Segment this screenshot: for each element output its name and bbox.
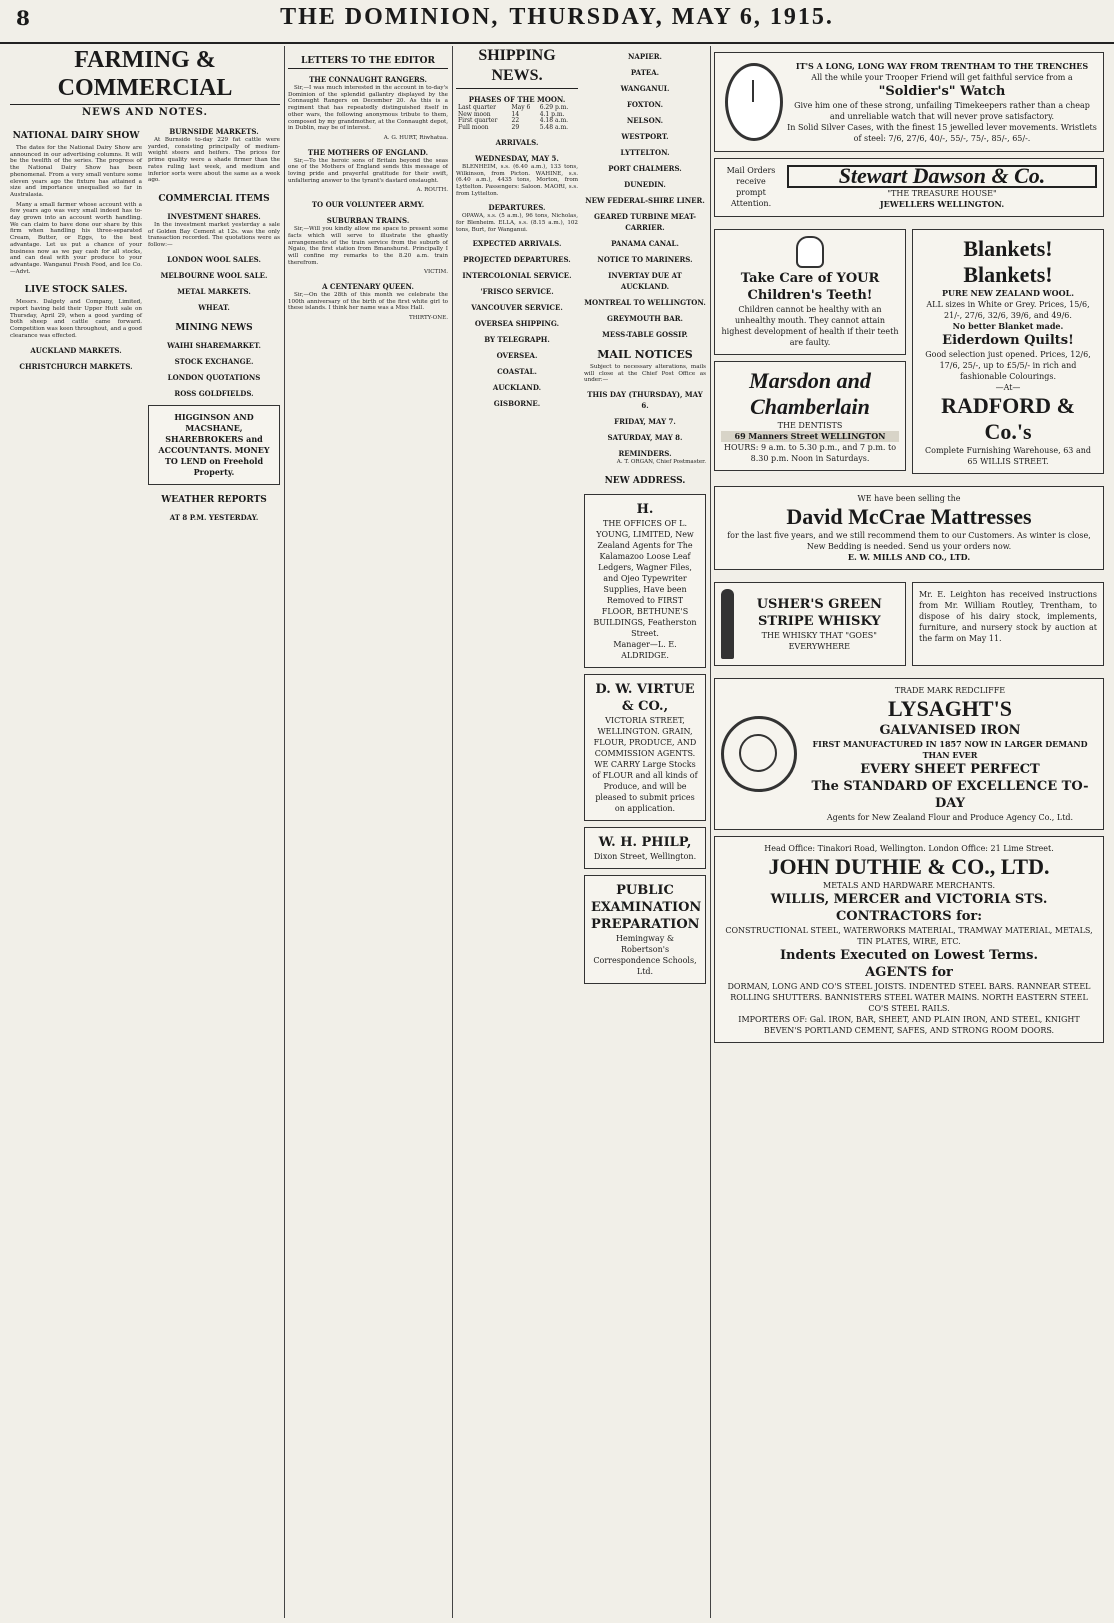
ad-text: The STANDARD OF EXCELLENCE TO-DAY	[811, 778, 1089, 811]
article-heading: THE CONNAUGHT RANGERS.	[309, 75, 427, 84]
ad-firm-name: D. W. VIRTUE & CO.,	[595, 681, 695, 714]
article-heading: LONDON WOOL SALES.	[167, 254, 261, 264]
table-row: New moon 14 4.1 p.m.	[458, 110, 565, 118]
postmaster-signature: A. T. ORGAN, Chief Postmaster.	[616, 459, 706, 466]
article-heading: NOTICE TO MARINERS.	[597, 255, 693, 264]
ad-manager: Manager—L. E. ALDRIDGE.	[613, 639, 677, 660]
letter-paragraph: Sir,—On the 28th of this month we celebrate the 100th anniversary of the birth of the first white girl to these islands. I think her name was a Miss Hall.	[288, 292, 448, 312]
article-heading: LYTTELTON.	[620, 148, 670, 157]
article-heading: WEATHER REPORTS	[161, 494, 267, 505]
column-rule	[452, 46, 453, 1618]
teeth-advertisement	[714, 229, 906, 356]
article-paragraph: In the investment market yesterday a sale of Golden Bay Cement at 12s. was the only transaction recorded. The quotations were as follow:—	[148, 221, 280, 249]
article-heading: NELSON.	[626, 116, 664, 125]
article-heading: GREYMOUTH BAR.	[607, 314, 683, 323]
ad-text: WE have been selling the	[857, 493, 961, 503]
ad-tagline: "THE TREASURE HOUSE"	[887, 188, 997, 198]
ushers-whisky-advertisement	[714, 582, 906, 666]
article-heading: COASTAL.	[497, 367, 537, 377]
masthead	[0, 0, 1114, 44]
article-heading: NAPIER.	[628, 52, 662, 61]
shipping-column	[456, 46, 706, 1618]
ad-subtitle: METALS AND HARDWARE MERCHANTS.	[823, 880, 995, 890]
article-paragraph: At Burnside to-day 229 fat cattle were yarded, consisting principally of medium-weight steers and heifers. The prices for prime quality were a shade firmer than the rates ruling last week, and medium and inferior sorts were about the same as a week ago.	[148, 137, 280, 184]
farming-commercial-column	[10, 46, 280, 1618]
ad-text: HIGGINSON AND MACSHANE, SHAREBROKERS and ACCOUNTANTS. MONEY TO LEND on Freehold Property.	[158, 411, 270, 477]
shipping-title: SHIPPING NEWS.	[456, 46, 578, 89]
article-heading: BY TELEGRAPH.	[484, 335, 550, 345]
article-heading: ROSS GOLDFIELDS.	[174, 388, 254, 398]
article-heading: PROJECTED DEPARTURES.	[463, 255, 571, 265]
article-heading: LONDON QUOTATIONS	[167, 372, 261, 382]
article-heading: WANGANUI.	[620, 84, 670, 93]
article-heading: FOXTON.	[626, 100, 664, 109]
ad-text: PURE NEW ZEALAND WOOL.	[941, 287, 1075, 298]
higginson-advertisement	[148, 405, 280, 485]
mccrae-mattress-advertisement	[714, 486, 1104, 570]
article-heading: TO OUR VOLUNTEER ARMY.	[311, 200, 425, 210]
table-row: Last quarter May 6 6.29 p.m.	[458, 104, 569, 111]
newspaper-title	[0, 4, 1114, 31]
article-paragraph: BLENHEIM, s.s. (6.40 a.m.), 133 tons, Wilkinson, from Picton. WAHINE, s.s. (6.40 a.m.), 4435 tons, Morton, from Lyttelton. Passengers: Saloon. MAORI, s.s. from Lyttelton.	[456, 163, 578, 197]
ad-title: Take Care of YOUR Children's Teeth!	[740, 271, 880, 304]
ad-agents: AGENTS for	[865, 964, 953, 980]
ad-title: LYSAGHT'S	[888, 695, 1012, 721]
article-heading: WESTPORT.	[621, 132, 669, 141]
article-heading: GEARED TURBINE MEAT-CARRIER.	[594, 212, 696, 232]
tooth-icon	[796, 236, 824, 268]
philp-advertisement	[584, 827, 706, 869]
article-paragraph: Messrs. Dalgety and Company, Limited, report having held their Upper Hutt sale on Thursday, April 29, when a good yarding of both sheep and cattle came forward. Competition was keen throughout, and a good clearance was effected.	[10, 299, 142, 339]
ad-text: Complete Furnishing Warehouse, 63 and 65 WILLIS STREET.	[925, 445, 1091, 466]
table-row: Full moon 29 5.48 a.m.	[458, 124, 569, 132]
letter-signature: VICTIM.	[424, 269, 448, 276]
soldiers-watch-advertisement	[714, 52, 1104, 152]
ad-subtitle: GALVANISED IRON	[879, 722, 1021, 738]
article-heading: AUCKLAND MARKETS.	[30, 345, 122, 355]
ad-agent-list: DORMAN, LONG AND CO'S STEEL JOISTS. INDENTED STEEL BARS. RANNEAR STEEL ROLLING SHUTTERS. BANNISTERS STEEL WATER MAINS. NORTH EASTERN STEEL CO'S STEEL RAILS.	[727, 981, 1091, 1013]
article-heading: VANCOUVER SERVICE.	[471, 303, 563, 313]
article-heading: STOCK EXCHANGE.	[174, 356, 254, 366]
ad-product-name: "Soldier's" Watch	[878, 83, 1006, 99]
article-heading: SUBURBAN TRAINS.	[326, 216, 410, 226]
ad-contractors: CONTRACTORS for:	[835, 908, 983, 924]
article-subheading: AT 8 P.M. YESTERDAY.	[169, 512, 259, 522]
ad-text: Dixon Street, Wellington.	[593, 851, 697, 861]
article-heading: 'FRISCO SERVICE.	[480, 287, 554, 297]
moon-phase-table	[456, 105, 578, 132]
article-heading: MESS-TABLE GOSSIP.	[602, 330, 688, 339]
john-duthie-advertisement	[714, 836, 1104, 1043]
ad-text: Children cannot be healthy with an unhealthy mouth. They cannot attain highest development of health if their teeth are faulty.	[721, 305, 899, 348]
article-heading: GISBORNE.	[493, 399, 541, 409]
ad-contract-list: CONSTRUCTIONAL STEEL, WATERWORKS MATERIAL, TRAMWAY MATERIAL, METALS, TIN PLATES, WIRE, ETC.	[725, 925, 1093, 946]
article-heading: NATIONAL DAIRY SHOW	[12, 131, 140, 141]
ad-title: Marsdon and Chamberlain	[749, 368, 871, 420]
article-heading: MONTREAL TO WELLINGTON.	[584, 298, 706, 307]
ad-text: Mail Orders receive prompt Attention.	[726, 166, 776, 209]
article-heading: A CENTENARY QUEEN.	[322, 282, 414, 292]
ad-title: USHER'S GREEN STRIPE WHISKY	[756, 596, 882, 629]
ad-text: Mr. E. Leighton has received instructions from Mr. William Routley, Trentham, to dispose of his dairy stock, implements, furniture, and nursery stock by auction at the farm on May 11.	[919, 589, 1097, 643]
ad-title: Blankets! Blankets!	[963, 235, 1053, 287]
ad-text: All the while your Trooper Friend will get faithful service from a	[811, 72, 1073, 82]
stewart-dawson-logo: Stewart Dawson & Co.	[787, 165, 1097, 188]
article-heading: EXPECTED ARRIVALS.	[472, 239, 562, 249]
ad-title: JOHN DUTHIE & CO., LTD.	[768, 853, 1050, 879]
article-heading: THE MOTHERS OF ENGLAND.	[307, 147, 429, 157]
article-subheading: FRIDAY, MAY 7.	[614, 417, 676, 427]
article-heading: CHRISTCHURCH MARKETS.	[19, 361, 133, 371]
article-paragraph: Subject to necessary alterations, mails will close at the Chief Post Office as under:—	[584, 364, 706, 384]
article-subheading: WEDNESDAY, MAY 5.	[475, 153, 559, 163]
wristwatch-icon	[725, 63, 783, 141]
virtue-advertisement	[584, 674, 706, 821]
article-heading: PORT CHALMERS.	[608, 164, 682, 173]
ad-hours: HOURS: 9 a.m. to 5.30 p.m., and 7 p.m. to 8.30 p.m. Noon in Saturdays.	[723, 443, 897, 464]
article-paragraph: The dates for the National Dairy Show are announced in our advertising columns. It will be the twelfth of the series. The progress of the National Dairy Show has been phenomenal. From a very small venture some eleven years ago the fixture has attained a size and importance unequalled so far in Australasia.	[10, 145, 142, 198]
section-subtitle: NEWS AND NOTES.	[81, 107, 208, 118]
article-heading: WHEAT.	[198, 302, 230, 312]
lysaght-advertisement	[714, 678, 1104, 830]
article-heading: ARRIVALS.	[495, 137, 539, 147]
letter-paragraph: Sir,—Will you kindly allow me space to present some facts which will serve to illustrate the ghastly arrangements of the train service from the suburb of Ngaio, the first station from Bmanshurst. Principally I will confine my remarks to the 8.20 a.m. train therefrom.	[288, 226, 448, 266]
mail-notices-heading: MAIL NOTICES	[597, 348, 693, 361]
ad-footer: Hemingway & Robertson's Correspondence Schools, Ltd.	[593, 933, 697, 976]
ad-text: VICTORIA STREET, WELLINGTON. GRAIN, FLOUR, PRODUCE, AND COMMISSION AGENTS.	[593, 715, 697, 758]
article-heading: MINING NEWS	[175, 322, 253, 333]
ad-text: Give him one of these strong, unfailing Timekeepers rather than a cheap and unreliable watch that will never prove satisfactory.	[794, 100, 1090, 121]
article-heading: DEPARTURES.	[488, 203, 546, 213]
article-heading: INTERCOLONIAL SERVICE.	[462, 271, 572, 281]
ad-firm-name: W. H. PHILP,	[598, 834, 692, 850]
paper-name: THE DOMINION,	[280, 4, 500, 30]
article-heading: LIVE STOCK SALES.	[24, 285, 128, 296]
article-heading: PHASES OF THE MOON.	[468, 95, 566, 104]
ad-title: David McCrae Mattresses	[786, 503, 1032, 529]
table-row: First quarter 22 4.18 a.m.	[458, 117, 569, 125]
advertisements-column	[714, 46, 1104, 1618]
issue-date: THURSDAY, MAY 6, 1915.	[509, 4, 834, 30]
ad-title: PUBLIC EXAMINATION PREPARATION	[591, 882, 702, 932]
article-heading: NEW ADDRESS.	[604, 475, 686, 486]
young-advertisement	[584, 494, 706, 668]
ad-note: No better Blanket made.	[952, 320, 1064, 331]
trademark-stamp-icon	[721, 716, 797, 792]
public-exam-advertisement	[584, 875, 706, 984]
ad-streets: WILLIS, MERCER and VICTORIA STS.	[770, 891, 1048, 907]
marsdon-chamberlain-advertisement	[714, 361, 906, 471]
ad-initial: H.	[636, 501, 654, 517]
radford-logo: RADFORD & Co.'s	[941, 392, 1075, 444]
letter-signature: A. G. HURT, Riwhatua.	[383, 134, 448, 141]
ad-text: Agents for New Zealand Flour and Produce Agency Co., Ltd.	[826, 812, 1074, 822]
article-heading: PATEA.	[630, 68, 660, 77]
ad-text: —At—	[995, 382, 1021, 392]
ad-prices: In Solid Silver Cases, with the finest 15 jewelled lever movements. Wristlets of steel: 7/6, 27/6, 40/-, 55/-, 75/-, 85/-, 65/-.	[787, 122, 1097, 143]
blankets-advertisement	[912, 229, 1104, 474]
article-heading: OVERSEA SHIPPING.	[474, 319, 560, 329]
leighton-auction-notice	[912, 582, 1104, 666]
article-heading: MELBOURNE WOOL SALE.	[160, 270, 268, 280]
article-heading: METAL MARKETS.	[177, 286, 251, 296]
letters-column	[288, 46, 448, 1618]
letter-paragraph: Sir,—To the heroic sons of Britain beyond the seas one of the Mothers of England sends this message of loving pride and prayerful gratitude for their swift, unfaltering answer to the tyrant's dastard onslaught.	[288, 157, 448, 184]
column-rule	[710, 46, 711, 1618]
ad-address: 69 Manners Street WELLINGTON	[721, 431, 899, 442]
article-paragraph: OPAWA, s.s. (5 a.m.), 96 tons, Nicholas, for Blenheim. ELLA, s.s. (8.15 a.m.), 102 tons, Burt, for Wanganui.	[456, 213, 578, 233]
ad-firm: E. W. MILLS AND CO., LTD.	[847, 551, 971, 562]
article-heading: INVESTMENT SHARES.	[167, 211, 261, 221]
ad-offices: Head Office: Tinakori Road, Wellington. London Office: 21 Lime Street.	[764, 843, 1054, 853]
letter-signature: THIRTY-ONE.	[409, 315, 448, 322]
ad-text: for the last five years, and we still recommend them to our Customers. As winter is close, New Bedding is needed. Send us your orders now.	[727, 530, 1091, 551]
ad-text: EVERY SHEET PERFECT	[860, 761, 1040, 777]
article-heading: AUCKLAND.	[492, 383, 542, 393]
article-subheading: SATURDAY, MAY 8.	[607, 433, 683, 443]
letters-heading: LETTERS TO THE EDITOR	[288, 54, 448, 69]
bottle-icon	[721, 589, 734, 659]
ad-imports: IMPORTERS OF: Gal. IRON, BAR, SHEET, AND PLAIN IRON, AND STEEL, KNIGHT BEVEN'S PORTLAND CEMENT, SAFES, AND STRONG ROOM DOORS.	[738, 1014, 1080, 1035]
ad-text: WE CARRY Large Stocks of FLOUR and all kinds of Produce, and will be pleased to submit prices on application.	[592, 759, 698, 813]
article-heading: WAIHI SHAREMARKET.	[167, 340, 261, 350]
ad-headline: IT'S A LONG, LONG WAY FROM TRENTHAM TO THE TRENCHES	[795, 60, 1089, 71]
ad-prices: ALL sizes in White or Grey. Prices, 15/6, 21/-, 27/6, 32/6, 39/6, and 49/6.	[926, 299, 1090, 320]
section-title: FARMING & COMMERCIAL	[10, 46, 280, 105]
ad-indents: Indents Executed on Lowest Terms.	[779, 947, 1039, 963]
ad-text: Good selection just opened. Prices, 12/6, 17/6, 25/-, up to £5/5/- in rich and fashionable Colourings.	[925, 349, 1091, 381]
ad-title: Eiderdown Quilts!	[942, 332, 1074, 348]
letter-signature: A. ROUTH.	[416, 187, 448, 194]
stewart-dawson-advertisement	[714, 158, 1104, 217]
page-number: 8	[16, 6, 30, 30]
advertisement-paragraph: Many a small farmer whose account with a few years ago was very small indeed has to-day grown into an account worth handling. We can claim to have done our share by this firm when handling his three-separated Cream, Butter, or Eggs, to the best advantage. Let us put a chance of your business now as we pay cash for all stocks, and can deal with your produce to your advantage. Wanganui Fresh Food, and Ice Co.—Advt.	[10, 201, 142, 275]
ad-text: THE OFFICES OF L. YOUNG, LIMITED, New Zealand Agents for The Kalamazoo Loose Leaf Ledgers, Wagner Files, and Ojeo Typewriter Supplies, Have been Removed to FIRST FLOOR, BETHUNE'S BUILDINGS, Featherston Street.	[593, 518, 697, 638]
article-heading: PANAMA CANAL.	[611, 239, 679, 248]
ad-text: FIRST MANUFACTURED IN 1857 NOW IN LARGER DEMAND THAN EVER	[812, 738, 1088, 760]
article-heading: BURNSIDE MARKETS.	[169, 127, 259, 136]
ad-tagline: THE WHISKY THAT "GOES" EVERYWHERE	[761, 630, 877, 651]
ad-footer: JEWELLERS WELLINGTON.	[879, 198, 1005, 209]
article-heading: COMMERCIAL ITEMS	[158, 193, 270, 204]
letter-paragraph: Sir,—I was much interested in the account in to-day's Dominion of the splendid gallantry displayed by the Connaught Rangers on December 20. As this is a regiment that has repeatedly distinguished itself in other wars, the following anonymous tribute to them, composed by my grandmother, at the Connaught depot, in Dublin, may be of interest.	[288, 85, 448, 132]
article-heading: OVERSEA.	[496, 351, 538, 361]
column-rule	[284, 46, 285, 1618]
article-heading: DUNEDIN.	[624, 180, 666, 189]
article-heading: REMINDERS.	[618, 449, 672, 459]
ad-tagline: THE DENTISTS	[777, 421, 843, 431]
article-heading: INVERTAY DUE AT AUCKLAND.	[608, 271, 682, 291]
article-heading: NEW FEDERAL-SHIRE LINER.	[585, 196, 705, 205]
trademark-text: TRADE MARK REDCLIFFE	[894, 685, 1006, 695]
article-subheading: THIS DAY (THURSDAY), MAY 6.	[587, 390, 703, 411]
